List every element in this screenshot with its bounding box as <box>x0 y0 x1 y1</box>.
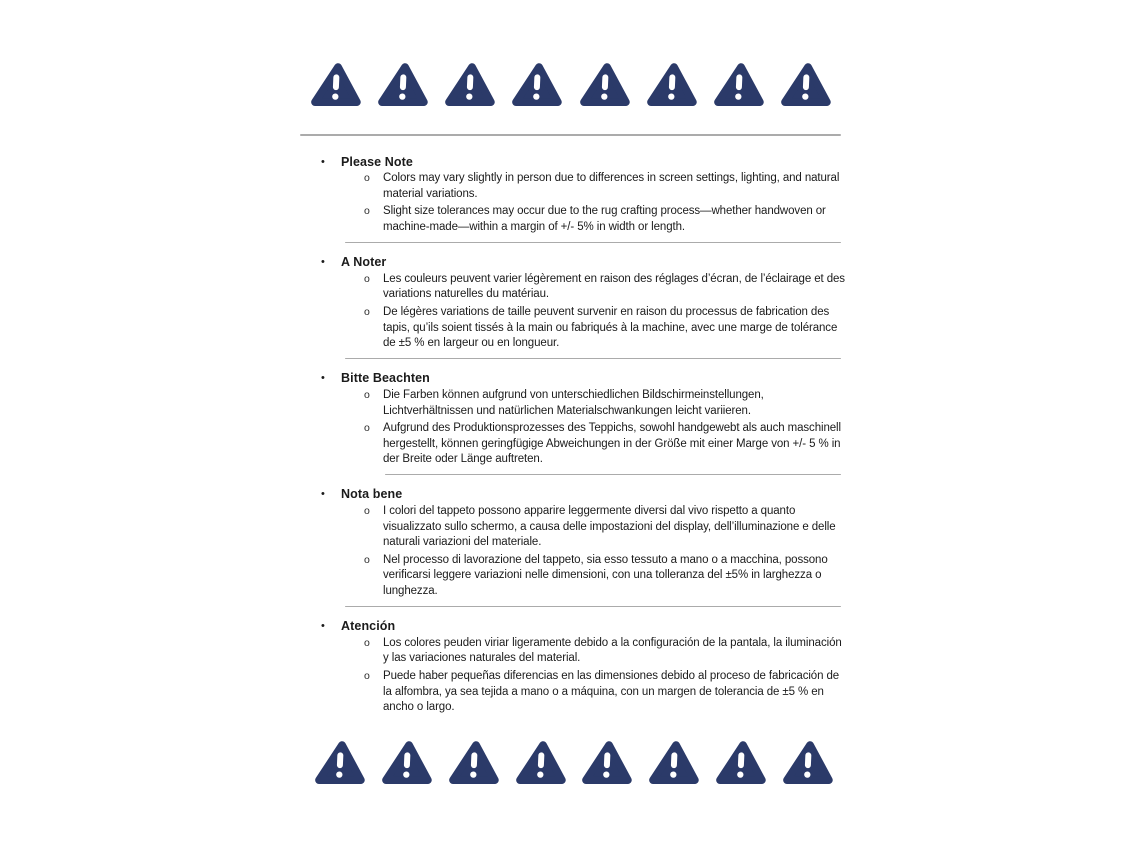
warning-triangle-icon <box>578 60 631 110</box>
note-item <box>300 388 845 419</box>
warning-triangle-icon <box>443 60 496 110</box>
sub-bullet-marker: o <box>364 422 370 435</box>
note-text: Puede haber pequeñas diferencias en las dimensiones debido al proceso de fabricación de la alfombra, ya sea tejida a mano o a máquina, con un margen de tolerancia de ±5 % en ancho o largo. <box>383 670 840 714</box>
sub-bullet-marker: o <box>364 553 370 566</box>
sub-bullet-marker: o <box>364 388 370 401</box>
document-content <box>300 60 845 788</box>
section-heading: Atención <box>341 619 396 634</box>
bullet-marker: • <box>321 488 325 501</box>
bullet-marker: • <box>321 620 325 633</box>
note-text: De légères variations de taille peuvent survenir en raison du processus de fabrication des tapis, qu’ils soient tissés à la main ou fabriqués à la machine, avec une marge de tolérance de ±5 % en largeur ou en longueur. <box>383 305 838 350</box>
warning-triangle-icon <box>376 60 429 110</box>
warning-triangle-row-bottom <box>300 738 845 788</box>
note-section-italian <box>300 487 845 607</box>
sub-bullet-marker: o <box>364 670 370 682</box>
note-item <box>300 553 845 600</box>
note-text: Slight size tolerances may occur due to the rug crafting process—whether handwoven or machine-made—within a margin of +/- 5% in width or length. <box>383 205 826 233</box>
notes-list <box>300 155 845 716</box>
bullet-marker: • <box>321 155 325 168</box>
note-section-french <box>300 255 845 359</box>
section-heading-row <box>300 155 845 171</box>
warning-triangle-icon <box>714 738 767 788</box>
warning-triangle-icon <box>779 60 832 110</box>
sub-bullet-marker: o <box>364 172 370 185</box>
note-text: I colori del tappeto possono apparire leggermente diversi dal vivo rispetto a quanto visualizzato sullo schermo, a causa delle impostazioni del display, dell’illuminazione e delle naturali variazioni del materiale. <box>383 505 836 549</box>
warning-triangle-icon <box>309 60 362 110</box>
note-item <box>300 669 845 716</box>
warning-triangle-icon <box>781 738 834 788</box>
note-item <box>300 204 845 235</box>
section-heading: Please Note <box>341 154 413 169</box>
bullet-marker: • <box>321 256 325 269</box>
section-heading-row <box>300 255 845 271</box>
section-heading-row <box>300 487 845 503</box>
warning-triangle-icon <box>647 738 700 788</box>
section-heading-row <box>300 371 845 387</box>
section-divider <box>345 242 841 244</box>
section-divider <box>385 474 841 476</box>
warning-triangle-icon <box>510 60 563 110</box>
note-item <box>300 504 845 551</box>
section-divider <box>345 606 841 608</box>
note-text: Los colores peuden viriar ligeramente debido a la configuración de la pantala, la iluminación y las variaciones naturales del material. <box>383 636 842 665</box>
section-heading: Nota bene <box>341 487 403 502</box>
note-item <box>300 421 845 468</box>
sub-bullet-marker: o <box>364 636 370 649</box>
note-text: Les couleurs peuvent varier légèrement en raison des réglages d’écran, de l’éclairage et des variations naturelles du matériau. <box>383 272 845 301</box>
warning-triangle-icon <box>313 738 366 788</box>
section-divider <box>345 358 841 360</box>
sub-bullet-marker: o <box>364 505 370 518</box>
warning-triangle-row-top <box>300 60 845 110</box>
note-item <box>300 272 845 303</box>
warning-triangle-icon <box>514 738 567 788</box>
sub-bullet-marker: o <box>364 205 370 218</box>
sub-bullet-marker: o <box>364 272 370 285</box>
bullet-marker: • <box>321 372 325 385</box>
section-heading: Bitte Beachten <box>341 371 430 386</box>
note-item <box>300 171 845 202</box>
warning-triangle-icon <box>580 738 633 788</box>
note-item <box>300 305 845 352</box>
note-section-german <box>300 371 845 475</box>
warning-triangle-icon <box>380 738 433 788</box>
note-text: Aufgrund des Produktionsprozesses des Teppichs, sowohl handgewebt als auch maschinell hergestellt, können geringfügige Abweichungen in der Größe mit einer Marge von +/- 5 % in der Breite oder Länge auftreten. <box>383 422 841 466</box>
note-section-spanish <box>300 619 845 716</box>
section-heading-row <box>300 619 845 635</box>
warning-triangle-icon <box>447 738 500 788</box>
section-heading: A Noter <box>341 255 387 270</box>
note-text: Die Farben können aufgrund von unterschiedlichen Bildschirmeinstellungen, Lichtverhältnissen und natürlichen Materialschwankungen leicht variieren. <box>383 388 764 417</box>
sub-bullet-marker: o <box>364 305 370 318</box>
note-section-english <box>300 155 845 244</box>
warning-triangle-icon <box>645 60 698 110</box>
note-text: Nel processo di lavorazione del tappeto, sia esso tessuto a mano o a macchina, possono verificarsi leggere variazioni nelle dimensioni, con una tolleranza del ±5% in larghezza o lunghezza. <box>383 553 828 598</box>
note-item <box>300 636 845 667</box>
note-text: Colors may vary slightly in person due to differences in screen settings, lighting, and natural material variations. <box>383 172 840 200</box>
top-divider <box>300 134 841 136</box>
warning-triangle-icon <box>712 60 765 110</box>
